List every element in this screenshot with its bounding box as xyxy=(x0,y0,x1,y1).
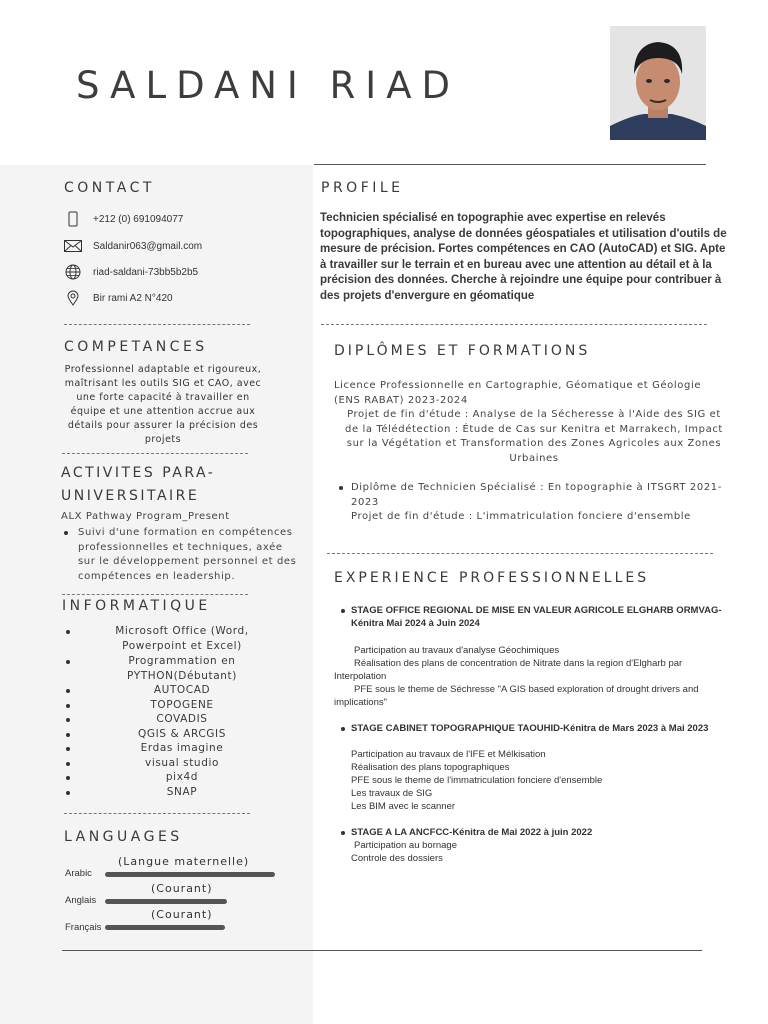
list-item xyxy=(64,683,304,698)
activites-line: compétences en leadership. xyxy=(78,570,236,582)
competences-line: une forte capacité à travailler en xyxy=(76,392,250,403)
stage3-title: STAGE A LA ANCFCC-Kénitra de Mai 2022 à juin 2022 xyxy=(351,827,593,838)
profile-photo xyxy=(610,26,706,140)
licence-pfe xyxy=(334,408,734,466)
stage1-line: Participation au travaux d'analyse Géochimiques xyxy=(354,645,560,656)
stage1-line: Réalisation des plans de concentration de Nitrate dans la region d'Elgharb par xyxy=(354,658,683,669)
stage1-title-line: Kénitra Mai 2024 à Juin 2024 xyxy=(351,618,480,629)
competences-line: projets xyxy=(144,434,182,445)
dts-pfe-line: Projet de fin d'étude : L'immatriculation fonciere d'ensemble xyxy=(351,511,691,522)
activites-heading xyxy=(61,462,215,508)
language-level: (Langue maternelle) xyxy=(118,855,250,868)
profile-divider xyxy=(321,324,707,325)
diplomes-divider xyxy=(327,553,713,554)
web-link[interactable]: riad-saldani-73bb5b2b5 xyxy=(93,266,199,278)
competences-line: maîtrisant les outils SIG et CAO, avec xyxy=(64,378,262,389)
language-name: Français xyxy=(65,922,102,933)
stage2-line: PFE sous le theme de l'immatriculation fonciere d'ensemble xyxy=(351,775,603,786)
language-level: (Courant) xyxy=(151,882,213,895)
list-item-text: COVADIS xyxy=(156,713,208,725)
activites-program: ALX Pathway Program_Present xyxy=(61,511,230,522)
stage2-title: STAGE CABINET TOPOGRAPHIQUE TAOUHID-Kénitra de Mars 2023 à Mai 2023 xyxy=(351,723,709,734)
contact-divider xyxy=(64,324,250,325)
competences-text xyxy=(58,363,268,447)
language-bar-track xyxy=(105,872,275,877)
bullet-dot xyxy=(66,747,70,751)
profile-line: à travailler sur le terrain et en bureau avec une attention au détail et à la xyxy=(320,258,712,271)
language-bar-fill xyxy=(105,925,225,930)
envelope-icon xyxy=(64,237,82,255)
competences-line: équipe et une attention accrue aux xyxy=(70,406,256,417)
list-item-text: PYTHON(Débutant) xyxy=(127,669,237,682)
competences-line: Professionnel adaptable et rigoureux, xyxy=(64,364,262,375)
profile-heading: PROFILE xyxy=(321,180,404,196)
header-divider xyxy=(314,164,706,165)
stage3-line: Participation au bornage xyxy=(354,840,457,851)
language-bar-track xyxy=(105,925,255,930)
list-item-text: pix4d xyxy=(165,771,199,783)
stage1-line: Interpolation xyxy=(334,671,387,682)
contact-phone xyxy=(64,210,183,228)
phone-icon xyxy=(64,210,82,228)
language-name: Arabic xyxy=(65,868,92,879)
profile-line: topographiques, analyse de données géospatiales et utilisation d'outils de xyxy=(320,227,727,240)
stage2-line: Les travaux de SIG xyxy=(351,788,433,799)
profile-line: précision des données. Cherche à rejoindre une équipe pour contribuer à xyxy=(320,274,722,287)
list-item-text: AUTOCAD xyxy=(153,684,211,696)
bullet-dot xyxy=(341,831,345,835)
list-item xyxy=(64,756,304,771)
language-bar-track xyxy=(105,899,275,904)
bullet-dot xyxy=(341,727,345,731)
contact-address xyxy=(64,289,173,307)
activites-line: Suivi d'une formation en compétences xyxy=(78,527,293,538)
informatique-list xyxy=(64,624,304,799)
competences-heading: COMPETANCES xyxy=(64,339,208,355)
list-item xyxy=(64,770,304,785)
list-item-text: visual studio xyxy=(145,756,219,769)
stage2-details xyxy=(351,748,741,813)
licence-pfe-line: Urbaines xyxy=(509,452,559,464)
profile-summary xyxy=(320,211,740,305)
bullet-dot xyxy=(66,762,70,766)
licence-pfe-line: Projet de fin d'étude : Analyse de la Sécheresse à l'Aide des SIG et xyxy=(347,409,721,420)
activites-divider xyxy=(62,594,248,595)
contact-heading: CONTACT xyxy=(64,180,155,196)
bullet-dot xyxy=(341,609,345,613)
profile-line: des projets d'envergure en géomatique xyxy=(320,289,535,302)
informatique-divider xyxy=(64,813,250,814)
stage3-line: Controle des dossiers xyxy=(351,853,443,864)
competences-divider xyxy=(62,453,248,454)
bullet-dot xyxy=(66,660,70,664)
footer-divider xyxy=(62,950,702,951)
bullet-dot xyxy=(66,791,70,795)
licence-title xyxy=(334,379,734,408)
page-title: SALDANI RIAD xyxy=(76,64,461,107)
bullet-dot xyxy=(66,689,70,693)
language-bar-fill xyxy=(105,899,227,904)
activites-bullet-text xyxy=(78,526,310,584)
list-item-text: Programmation en xyxy=(128,655,236,667)
location-icon xyxy=(64,289,82,307)
experience-heading: EXPERIENCE PROFESSIONNELLES xyxy=(334,570,650,586)
list-item-text: SNAP xyxy=(166,785,198,798)
bullet-dot xyxy=(66,776,70,780)
stage2-line: Participation au travaux de l'IFE et Mélkisation xyxy=(351,749,546,760)
language-bar-fill xyxy=(105,872,275,877)
informatique-heading: INFORMATIQUE xyxy=(62,598,211,614)
contact-email xyxy=(64,237,202,255)
dts-title xyxy=(351,481,741,525)
stage3-details xyxy=(351,839,741,865)
stage1-line: PFE sous le theme de Séchresse "A GIS based exploration of drought drivers and xyxy=(354,684,699,695)
competences-line: détails pour assurer la précision des xyxy=(67,420,259,431)
licence-pfe-line: de la Télédétection : Étude de Cas sur Kenitra et Marrakech, Impact xyxy=(345,423,723,435)
activites-heading-line2: UNIVERSITAIRE xyxy=(61,488,200,504)
languages-heading: LANGUAGES xyxy=(64,829,183,845)
globe-icon xyxy=(64,263,82,281)
list-item xyxy=(64,698,304,713)
list-item-text: TOPOGENE xyxy=(150,698,214,711)
activites-heading-line1: ACTIVITES PARA- xyxy=(61,465,216,481)
list-item xyxy=(64,624,304,654)
stage1-title xyxy=(351,604,751,630)
licence-pfe-line: sur la Végétation et Transformation des Zones Agricoles aux Zones xyxy=(346,438,722,449)
stage1-line: implications" xyxy=(334,697,388,708)
list-item-text: Microsoft Office (Word, xyxy=(115,625,249,637)
language-level: (Courant) xyxy=(151,908,213,921)
profile-line: Technicien spécialisé en topographie avec expertise en relevés xyxy=(320,212,666,224)
bullet-dot xyxy=(66,718,70,722)
licence-line: (ENS RABAT) 2023-2024 xyxy=(334,394,468,406)
contact-web xyxy=(64,263,198,281)
phone-number: +212 (0) 691094077 xyxy=(93,213,184,225)
list-item-text: QGIS & ARCGIS xyxy=(137,727,226,740)
bullet-dot xyxy=(64,531,68,535)
activites-line: professionnelles et techniques, axée xyxy=(78,541,283,553)
list-item xyxy=(64,654,304,683)
email-link[interactable]: Saldanir063@gmail.com xyxy=(93,240,203,252)
list-item-text: Powerpoint et Excel) xyxy=(122,639,242,652)
bullet-dot xyxy=(66,733,70,737)
stage2-line: Réalisation des plans topographiques xyxy=(351,762,510,773)
dts-line: 2023 xyxy=(351,496,379,508)
stage2-line: Les BIM avec le scanner xyxy=(351,801,456,812)
list-item xyxy=(64,712,304,727)
portrait-image xyxy=(610,26,706,140)
address-text: Bir rami A2 N°420 xyxy=(93,292,173,304)
diplomes-heading: DIPLÔMES ET FORMATIONS xyxy=(334,343,591,359)
profile-line: mesure de précision. Fortes compétences en CAO (AutoCAD) et SIG. Apte xyxy=(320,243,726,256)
list-item xyxy=(64,727,304,742)
stage1-details xyxy=(334,644,734,709)
list-item-text: Erdas imagine xyxy=(140,742,224,754)
bullet-dot xyxy=(339,486,343,490)
language-name: Anglais xyxy=(65,895,97,906)
list-item xyxy=(64,741,304,756)
licence-line: Licence Professionnelle en Cartographie, Géomatique et Géologie xyxy=(334,380,702,391)
list-item xyxy=(64,785,304,800)
dts-line: Diplôme de Technicien Spécialisé : En topographie à ITSGRT 2021- xyxy=(351,482,722,493)
bullet-dot xyxy=(66,704,70,708)
stage1-title-line: STAGE OFFICE REGIONAL DE MISE EN VALEUR AGRICOLE ELGHARB ORMVAG- xyxy=(351,605,722,616)
activites-line: sur le développement personnel et des xyxy=(78,556,297,567)
bullet-dot xyxy=(66,630,70,634)
